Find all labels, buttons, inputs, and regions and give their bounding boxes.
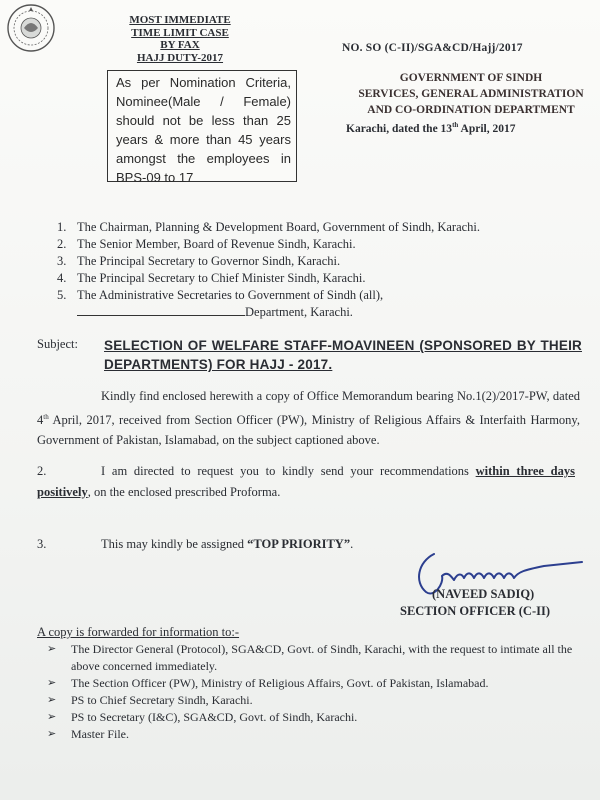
copy-text: The Section Officer (PW), Ministry of Religious Affairs, Govt. of Pakistan, Islamabad. (71, 676, 489, 690)
list-number: 5. (57, 288, 67, 302)
list-number: 1. (57, 220, 67, 234)
list-number: 3. (57, 254, 67, 268)
list-item (57, 287, 577, 304)
para-sup: th (43, 412, 49, 421)
arrow-bullet-icon: ➢ (47, 677, 57, 689)
subject-label: Subject: (37, 337, 78, 351)
list-number: 2. (57, 237, 67, 251)
para-text: I am directed to request you to kindly send your recommendations (101, 464, 476, 478)
para-text: Kindly find enclosed herewith a copy of Office Memorandum bearing No.1(2)/2017-PW, dated 4 (37, 389, 580, 427)
recipient-text: The Administrative Secretaries to Government of Sindh (all), (77, 288, 384, 302)
department-line: SERVICES, GENERAL ADMINISTRATION (358, 88, 584, 100)
para-emphasis: within three days positively (37, 464, 575, 499)
copy-text: Master File. (71, 727, 129, 741)
para-text: This may kindly be assigned (101, 537, 248, 551)
copy-list (47, 641, 587, 743)
status-line: TIME LIMIT CASE (131, 26, 229, 39)
list-item (57, 270, 577, 287)
recipient-text: The Principal Secretary to Chief Minister Sindh, Karachi. (77, 271, 366, 285)
list-item (47, 709, 587, 726)
status-line: BY FAX (160, 39, 200, 51)
signatory-name: (NAVEED SADIQ) (432, 587, 535, 601)
arrow-bullet-icon: ➢ (47, 711, 57, 723)
para-number: 3. (37, 537, 47, 551)
recipient-text: The Senior Member, Board of Revenue Sindh, Karachi. (77, 237, 356, 251)
list-item (47, 692, 587, 709)
recipient-text: The Principal Secretary to Governor Sindh, Karachi. (77, 254, 341, 268)
paragraph-1 (37, 386, 580, 451)
department-heading (348, 70, 594, 118)
recipient-list (57, 219, 577, 321)
para-emphasis: “TOP PRIORITY” (247, 537, 351, 551)
reference-number: NO. SO (C-II)/SGA&CD/Hajj/2017 (342, 42, 523, 54)
list-item (47, 726, 587, 743)
department-line: GOVERNMENT OF SINDH (399, 72, 543, 84)
signatory-title: SECTION OFFICER (C-II) (400, 604, 551, 618)
date-suffix: April, 2017 (458, 122, 516, 135)
status-line: HAJJ DUTY-2017 (136, 51, 224, 64)
paragraph-2 (37, 461, 575, 502)
copy-text: PS to Chief Secretary Sindh, Karachi. (71, 693, 253, 707)
list-item (47, 675, 587, 692)
blank-underline (77, 315, 245, 316)
letter-date (346, 121, 515, 135)
para-text: . (350, 537, 354, 551)
status-line: MOST IMMEDIATE (129, 14, 231, 26)
list-item (57, 253, 577, 270)
arrow-bullet-icon: ➢ (47, 694, 57, 706)
list-item (47, 641, 587, 675)
arrow-bullet-icon: ➢ (47, 728, 57, 740)
para-number: 2. (37, 464, 47, 478)
department-line: AND CO-ORDINATION DEPARTMENT (367, 104, 575, 116)
copy-forward-label: A copy is forwarded for information to:- (37, 625, 240, 639)
copy-text: The Director General (Protocol), SGA&CD, Govt. of Sindh, Karachi, with the request to intimate all the above concerned immediately. (71, 642, 573, 673)
copy-text: PS to Secretary (I&C), SGA&CD, Govt. of Sindh, Karachi. (71, 710, 358, 724)
date-sup: th (452, 121, 459, 129)
government-seal-icon (6, 2, 56, 54)
department-blank-line (57, 304, 577, 321)
list-item (57, 236, 577, 253)
recipient-text: The Chairman, Planning & Development Board, Government of Sindh, Karachi. (77, 220, 481, 234)
nomination-criteria-text: As per Nomination Criteria, Nominee(Male / Female) should not be less than 25 years & more than 45 years amongst the employees in BPS-09 to 17 (116, 75, 291, 185)
date-prefix: Karachi, dated the 13 (346, 122, 453, 135)
para-text: April, 2017, received from Section Officer (PW), Ministry of Religious Affairs & Interfaith Harmony, Government of Pakistan, Islamabad, on the subject captioned above. (37, 412, 580, 448)
urgency-header (96, 14, 264, 64)
arrow-bullet-icon: ➢ (47, 643, 57, 655)
para-text: , on the enclosed prescribed Proforma. (87, 484, 281, 499)
subject-text: SELECTION OF WELFARE STAFF-MOAVINEEN (SPONSORED BY THEIR DEPARTMENTS) FOR HAJJ - 2017. (104, 338, 582, 372)
list-number: 4. (57, 271, 67, 285)
blank-suffix: Department, Karachi. (245, 305, 353, 319)
nomination-criteria-box (107, 70, 297, 185)
list-item (57, 219, 577, 236)
